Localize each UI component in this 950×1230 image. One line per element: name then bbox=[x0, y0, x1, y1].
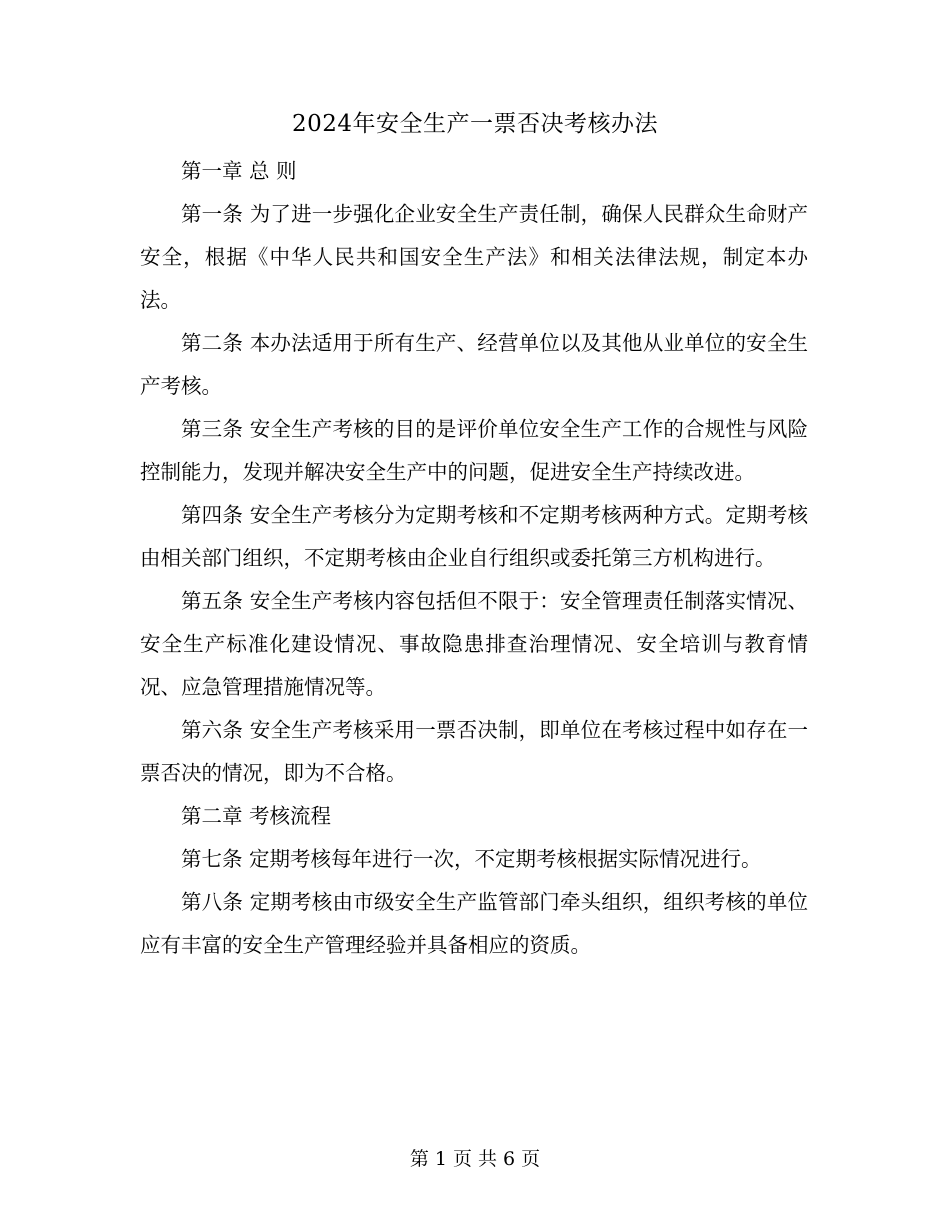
article-5: 第五条 安全生产考核内容包括但不限于：安全管理责任制落实情况、安全生产标准化建设情况、事故隐患排查治理情况、安全培训与教育情况、应急管理措施情况等。 bbox=[140, 589, 808, 699]
chapter-heading-2: 第二章 考核流程 bbox=[181, 804, 332, 828]
document-body bbox=[140, 150, 808, 967]
article-1: 第一条 为了进一步强化企业安全生产责任制，确保人民群众生命财产安全，根据《中华人民共和国安全生产法》和相关法律法规，制定本办法。 bbox=[140, 202, 808, 312]
article-6: 第六条 安全生产考核采用一票否决制，即单位在考核过程中如存在一票否决的情况，即为不合格。 bbox=[140, 718, 808, 785]
document-title: 2024年安全生产一票否决考核办法 bbox=[291, 111, 659, 137]
page-footer bbox=[0, 1143, 950, 1175]
chapter-heading-1: 第一章 总 则 bbox=[181, 159, 297, 183]
article-7: 第七条 定期考核每年进行一次，不定期考核根据实际情况进行。 bbox=[181, 847, 762, 871]
article-3: 第三条 安全生产考核的目的是评价单位安全生产工作的合规性与风险控制能力，发现并解决安全生产中的问题，促进安全生产持续改进。 bbox=[140, 417, 808, 484]
article-4: 第四条 安全生产考核分为定期考核和不定期考核两种方式。定期考核由相关部门组织，不定期考核由企业自行组织或委托第三方机构进行。 bbox=[140, 503, 808, 570]
page-number-label: 第 1 页 共 6 页 bbox=[409, 1148, 541, 1170]
article-8: 第八条 定期考核由市级安全生产监管部门牵头组织，组织考核的单位应有丰富的安全生产管理经验并具备相应的资质。 bbox=[140, 890, 808, 957]
article-2: 第二条 本办法适用于所有生产、经营单位以及其他从业单位的安全生产考核。 bbox=[140, 331, 808, 398]
